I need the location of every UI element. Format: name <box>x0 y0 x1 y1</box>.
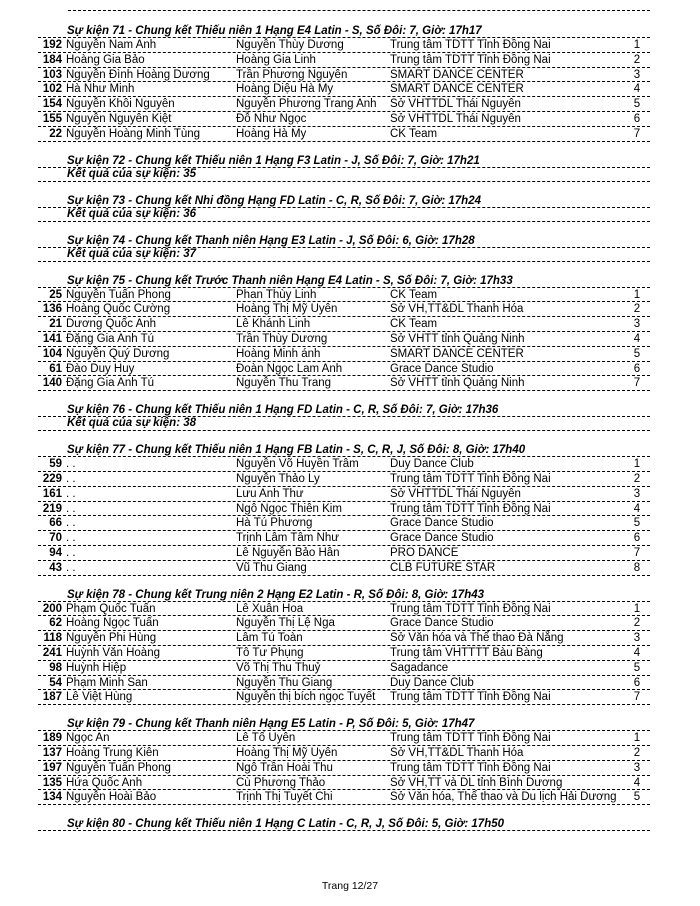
rank: 3 <box>633 632 641 645</box>
club-name: Trung tâm VHTTTT Bàu Bàng <box>390 646 543 659</box>
event-result: Kết quả của sự kiện: 38 <box>38 417 650 431</box>
club-name: Sở VHTTDL Thái Nguyên <box>390 112 521 125</box>
lead-dancer: Dương Quốc Anh <box>66 318 157 331</box>
partner-dancer: Trần Phương Nguyên <box>236 68 348 81</box>
couple-number: 61 <box>49 362 62 375</box>
result-row <box>38 616 650 631</box>
rank: 5 <box>633 347 641 360</box>
club-name: CK Team <box>390 127 438 140</box>
couple-number: 200 <box>42 602 62 615</box>
club-name: Duy Dance Club <box>390 676 474 689</box>
lead-dancer: Hoàng Trung Kiên <box>66 746 159 759</box>
event-title: Sự kiện 72 - Chung kết Thiếu niên 1 Hạng F3 Latin - J, Số Đôi: 7, Giờ: 17h21 <box>38 155 650 168</box>
rank: 1 <box>633 39 641 51</box>
club-name: Sở Văn hóa, Thể thao và Du lịch Hải Dương <box>390 791 617 804</box>
club-name: Grace Dance Studio <box>390 617 494 630</box>
partner-dancer: Hoàng Hà My <box>236 127 307 140</box>
lead-dancer: Đặng Gia Anh Tú <box>66 377 155 390</box>
partner-dancer: Nguyễn Phương Trang Anh <box>236 98 377 111</box>
partner-dancer: Nguyễn Thị Lệ Nga <box>236 617 335 630</box>
result-row <box>38 127 650 142</box>
result-row <box>38 661 650 676</box>
rank: 2 <box>633 472 641 485</box>
section-gap <box>38 705 650 718</box>
couple-number: 118 <box>43 632 62 645</box>
lead-dancer: Nguyễn Nam Anh <box>66 39 157 51</box>
partner-dancer: Lưu Anh Thư <box>236 487 304 500</box>
partner-dancer: Nguyễn Thảo Ly <box>236 472 320 485</box>
lead-dancer: Hứa Quốc Anh <box>66 776 143 789</box>
partner-dancer: Phan Thùy Linh <box>236 288 317 301</box>
result-row <box>38 68 650 83</box>
partner-dancer: Đoàn Ngọc Lam Anh <box>236 362 343 375</box>
rank: 2 <box>633 746 641 759</box>
result-row <box>38 676 650 691</box>
couple-number: 98 <box>49 661 62 674</box>
lead-dancer: Nguyễn Đình Hoàng Dương <box>66 68 210 81</box>
club-name: Sở Văn hóa và Thể thao Đà Nẵng <box>390 632 564 645</box>
partner-dancer: Nguyễn thị bích ngọc Tuyết <box>236 691 376 704</box>
club-name: Sở VH,TT&DL Thanh Hóa <box>390 303 524 316</box>
rank: 1 <box>633 602 641 615</box>
couple-number: 219 <box>42 502 62 515</box>
club-name: CK Team <box>390 288 438 301</box>
section-gap <box>38 391 650 404</box>
top-divider <box>68 10 650 25</box>
event-section <box>38 718 650 805</box>
section-gap <box>38 182 650 195</box>
lead-dancer: Nguyễn Tuấn Phong <box>66 288 171 301</box>
events-list <box>38 25 650 831</box>
lead-dancer: Huỳnh Văn Hoàng <box>66 646 160 659</box>
event-section <box>38 235 650 262</box>
rank: 8 <box>633 561 641 574</box>
partner-dancer: Ngô Ngọc Thiên Kim <box>236 502 342 515</box>
result-row <box>38 97 650 112</box>
couple-number: 137 <box>42 746 62 759</box>
lead-dancer: Phạm Quốc Tuấn <box>66 602 156 615</box>
partner-dancer: Hà Tú Phương <box>236 517 313 530</box>
result-row <box>38 332 650 347</box>
lead-dancer: Nguyễn Nguyên Kiệt <box>66 112 172 125</box>
event-section <box>38 195 650 222</box>
rank: 4 <box>633 646 641 659</box>
event-section <box>38 818 650 831</box>
result-row <box>38 288 650 303</box>
event-section <box>38 275 650 392</box>
result-row <box>38 38 650 53</box>
partner-dancer: Lâm Tú Toàn <box>236 632 303 645</box>
rank: 1 <box>633 732 641 745</box>
rank: 7 <box>633 691 641 704</box>
lead-dancer: Hoàng Ngọc Tuấn <box>66 617 159 630</box>
event-title: Sự kiện 77 - Chung kết Thiếu niên 1 Hạng FB Latin - S, C, R, J, Số Đôi: 8, Giờ: 17h40 <box>38 444 650 457</box>
event-title: Sự kiện 78 - Chung kết Trung niên 2 Hạng E2 Latin - R, Số Đôi: 8, Giờ: 17h43 <box>38 589 650 602</box>
partner-dancer: Đỗ Như Ngọc <box>236 112 307 125</box>
club-name: Trung tâm TDTT Tỉnh Đồng Nai <box>390 691 551 704</box>
result-row <box>38 472 650 487</box>
club-name: CK Team <box>390 318 438 331</box>
result-row <box>38 746 650 761</box>
lead-dancer: . . <box>66 487 76 500</box>
club-name: Grace Dance Studio <box>390 362 494 375</box>
lead-dancer: Nguyễn Quý Dương <box>66 347 170 360</box>
rank: 2 <box>633 303 641 316</box>
event-title: Sự kiện 80 - Chung kết Thiếu niên 1 Hạng C Latin - C, R, J, Số Đôi: 5, Giờ: 17h50 <box>38 818 650 831</box>
couple-number: 43 <box>49 561 62 574</box>
partner-dancer: Ngô Trần Hoài Thu <box>236 761 333 774</box>
rank: 6 <box>633 112 641 125</box>
result-row <box>38 690 650 705</box>
club-name: Grace Dance Studio <box>390 532 494 545</box>
club-name: Duy Dance Club <box>390 458 474 471</box>
lead-dancer: Đào Duy Huy <box>66 362 135 375</box>
result-row <box>38 646 650 661</box>
page-number: Trang 12/27 <box>321 880 379 892</box>
result-row <box>38 516 650 531</box>
lead-dancer: Đặng Gia Anh Tú <box>66 332 155 345</box>
couple-number: 94 <box>49 546 62 559</box>
rank: 7 <box>633 546 641 559</box>
club-name: Sở VHTT tỉnh Quảng Ninh <box>390 332 525 345</box>
partner-dancer: Hoàng Diệu Hà My <box>236 83 334 96</box>
club-name: Sở VHTTDL Thái Nguyên <box>390 98 521 111</box>
lead-dancer: . . <box>66 546 76 559</box>
result-row <box>38 487 650 502</box>
lead-dancer: Lê Việt Hùng <box>66 691 133 704</box>
rank: 6 <box>633 676 641 689</box>
rank: 5 <box>633 791 641 804</box>
partner-dancer: Trịnh Lâm Tâm Như <box>236 532 339 545</box>
rank: 1 <box>633 458 641 471</box>
lead-dancer: . . <box>66 561 76 574</box>
event-title: Sự kiện 73 - Chung kết Nhi đồng Hạng FD Latin - C, R, Số Đôi: 7, Giờ: 17h24 <box>38 195 650 208</box>
couple-number: 134 <box>42 791 62 804</box>
couple-number: 241 <box>42 646 62 659</box>
lead-dancer: . . <box>66 502 76 515</box>
result-row <box>38 546 650 561</box>
lead-dancer: . . <box>66 532 76 545</box>
partner-dancer: Nguyễn Thu Trang <box>236 377 332 390</box>
lead-dancer: . . <box>66 472 76 485</box>
partner-dancer: Võ Thị Thu Thuỷ <box>236 661 321 674</box>
couple-number: 62 <box>49 617 62 630</box>
rank: 3 <box>633 68 641 81</box>
rank: 2 <box>633 53 641 66</box>
result-row <box>38 502 650 517</box>
couple-number: 59 <box>49 458 62 471</box>
couple-number: 136 <box>42 303 62 316</box>
club-name: Sở VHTTDL Thái Nguyên <box>390 487 521 500</box>
couple-number: 189 <box>42 732 62 745</box>
club-name: CLB FUTURE STAR <box>390 561 496 574</box>
club-name: Sở VH,TT và DL tỉnh Bình Dương <box>390 776 563 789</box>
result-row <box>38 531 650 546</box>
result-row <box>38 302 650 317</box>
partner-dancer: Nguyễn Võ Huyền Trâm <box>236 458 359 471</box>
section-gap <box>38 805 650 818</box>
section-gap <box>38 142 650 155</box>
rank: 5 <box>633 517 641 530</box>
event-section <box>38 25 650 142</box>
couple-number: 135 <box>42 776 62 789</box>
results-document <box>38 10 650 831</box>
lead-dancer: Nguyễn Hoàng Minh Tùng <box>66 127 201 140</box>
lead-dancer: . . <box>66 458 76 471</box>
event-title: Sự kiện 74 - Chung kết Thanh niên Hạng E3 Latin - J, Số Đôi: 6, Giờ: 17h28 <box>38 235 650 248</box>
event-section <box>38 404 650 431</box>
partner-dancer: Vũ Thu Giang <box>236 561 307 574</box>
club-name: SMART DANCE CENTER <box>390 347 524 360</box>
partner-dancer: Nguyễn Thùy Dương <box>236 39 344 51</box>
result-row <box>38 731 650 746</box>
result-row <box>38 317 650 332</box>
club-name: SMART DANCE CENTER <box>390 68 524 81</box>
rank: 4 <box>633 502 641 515</box>
partner-dancer: Nguyễn Thu Giang <box>236 676 333 689</box>
lead-dancer: Nguyễn Tuấn Phong <box>66 761 171 774</box>
club-name: Grace Dance Studio <box>390 517 494 530</box>
event-title: Sự kiện 71 - Chung kết Thiếu niên 1 Hạng E4 Latin - S, Số Đôi: 7, Giờ: 17h17 <box>38 25 650 38</box>
result-row <box>38 776 650 791</box>
result-row <box>38 347 650 362</box>
lead-dancer: Hà Như Minh <box>66 83 135 96</box>
section-gap <box>38 262 650 275</box>
partner-dancer: Hoàng Minh ánh <box>236 347 321 360</box>
result-row <box>38 631 650 646</box>
rank: 4 <box>633 83 641 96</box>
result-row <box>38 82 650 97</box>
lead-dancer: Hoàng Gia Bảo <box>66 53 145 66</box>
couple-number: 229 <box>42 472 62 485</box>
result-row <box>38 790 650 805</box>
rank: 5 <box>633 98 641 111</box>
lead-dancer: Huỳnh Hiệp <box>66 661 127 674</box>
result-row <box>38 457 650 472</box>
event-title: Sự kiện 79 - Chung kết Thanh niên Hạng E5 Latin - P, Số Đôi: 5, Giờ: 17h47 <box>38 718 650 731</box>
partner-dancer: Cù Phương Thảo <box>236 776 326 789</box>
partner-dancer: Hoàng Thị Mỹ Uyên <box>236 303 338 316</box>
lead-dancer: Nguyễn Phi Hùng <box>66 632 157 645</box>
club-name: Trung tâm TDTT Tỉnh Đồng Nai <box>390 602 551 615</box>
rank: 7 <box>633 377 641 390</box>
partner-dancer: Trịnh Thị Tuyết Chi <box>236 791 333 804</box>
couple-number: 104 <box>42 347 62 360</box>
event-section <box>38 589 650 706</box>
event-section <box>38 155 650 182</box>
couple-number: 54 <box>49 676 62 689</box>
event-result: Kết quả của sự kiện: 36 <box>38 208 650 222</box>
rank: 4 <box>633 332 641 345</box>
couple-number: 197 <box>42 761 62 774</box>
partner-dancer: Lê Xuân Hoa <box>236 602 304 615</box>
club-name: Sở VHTT tỉnh Quảng Ninh <box>390 377 525 390</box>
result-row <box>38 602 650 617</box>
couple-number: 187 <box>42 691 62 704</box>
rank: 7 <box>633 127 641 140</box>
club-name: Trung tâm TDTT Tỉnh Đồng Nai <box>390 502 551 515</box>
couple-number: 140 <box>42 377 62 390</box>
rank: 6 <box>633 362 641 375</box>
rank: 6 <box>633 532 641 545</box>
couple-number: 161 <box>42 487 62 500</box>
result-row <box>38 53 650 68</box>
partner-dancer: Lê Tố Uyên <box>236 732 296 745</box>
couple-number: 103 <box>42 68 62 81</box>
lead-dancer: Phạm Minh San <box>66 676 148 689</box>
lead-dancer: Ngọc An <box>66 732 110 745</box>
couple-number: 102 <box>42 83 62 96</box>
couple-number: 25 <box>49 288 62 301</box>
club-name: Trung tâm TDTT Tỉnh Đồng Nai <box>390 761 551 774</box>
section-gap <box>38 431 650 444</box>
partner-dancer: Lê Nguyễn Bảo Hân <box>236 546 340 559</box>
result-row <box>38 362 650 377</box>
couple-number: 192 <box>42 39 62 51</box>
rank: 5 <box>633 661 641 674</box>
section-gap <box>38 222 650 235</box>
lead-dancer: Nguyễn Khôi Nguyên <box>66 98 175 111</box>
partner-dancer: Trần Thùy Dương <box>236 332 328 345</box>
section-gap <box>38 576 650 589</box>
rank: 4 <box>633 776 641 789</box>
rank: 3 <box>633 761 641 774</box>
couple-number: 22 <box>49 127 62 140</box>
club-name: Trung tâm TDTT Tỉnh Đồng Nai <box>390 732 551 745</box>
club-name: Trung tâm TDTT Tỉnh Đồng Nai <box>390 53 551 66</box>
result-row <box>38 376 650 391</box>
club-name: Trung tâm TDTT Tỉnh Đồng Nai <box>390 472 551 485</box>
result-row <box>38 761 650 776</box>
partner-dancer: Hoàng Gia Linh <box>236 53 316 66</box>
club-name: Trung tâm TDTT Tỉnh Đồng Nai <box>390 39 551 51</box>
event-section <box>38 444 650 575</box>
rank: 3 <box>633 318 641 331</box>
couple-number: 66 <box>49 517 62 530</box>
rank: 3 <box>633 487 641 500</box>
couple-number: 155 <box>42 112 62 125</box>
event-result: Kết quả của sự kiện: 37 <box>38 248 650 262</box>
couple-number: 184 <box>42 53 62 66</box>
couple-number: 154 <box>42 98 62 111</box>
result-row <box>38 112 650 127</box>
couple-number: 21 <box>49 318 62 331</box>
partner-dancer: Hoàng Thị Mỹ Uyên <box>236 746 338 759</box>
event-result: Kết quả của sự kiện: 35 <box>38 168 650 182</box>
club-name: Sở VH,TT&DL Thanh Hóa <box>390 746 524 759</box>
event-title: Sự kiện 75 - Chung kết Trước Thanh niên Hạng E4 Latin - S, Số Đôi: 7, Giờ: 17h33 <box>38 275 650 288</box>
couple-number: 141 <box>42 332 62 345</box>
rank: 2 <box>633 617 641 630</box>
lead-dancer: Nguyễn Hoài Bảo <box>66 791 157 804</box>
lead-dancer: . . <box>66 517 76 530</box>
result-row <box>38 561 650 576</box>
event-title: Sự kiện 76 - Chung kết Thiếu niên 1 Hạng FD Latin - C, R, Số Đôi: 7, Giờ: 17h36 <box>38 404 650 417</box>
club-name: Sagadance <box>390 661 449 674</box>
club-name: PRO DANCE <box>390 546 459 559</box>
rank: 1 <box>633 288 641 301</box>
lead-dancer: Hoàng Quốc Cường <box>66 303 171 316</box>
partner-dancer: Lê Khánh Linh <box>236 318 311 331</box>
partner-dancer: Tô Tư Phụng <box>236 646 304 659</box>
club-name: SMART DANCE CENTER <box>390 83 524 96</box>
couple-number: 70 <box>49 532 62 545</box>
